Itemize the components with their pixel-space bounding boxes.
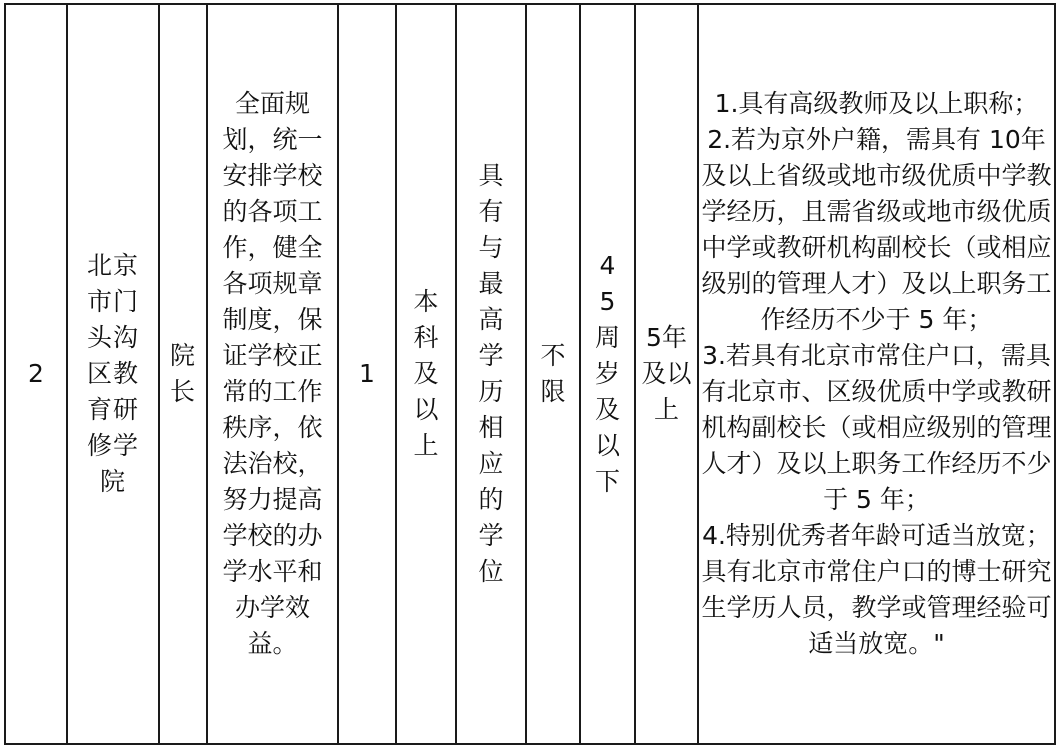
requirement-item: 2.若为京外户籍，需具有 10年及以上省级或地市级优质中学教学经历，且需省级或地市级优质中学或教研机构副校长（或相应级别的管理人才）及以上职务工作经历不少于 5 年； <box>701 125 1052 334</box>
employer-cell <box>67 4 159 744</box>
job-requirements-table <box>4 3 1056 745</box>
headcount-cell <box>338 4 396 744</box>
requirement-item: 1.具有高级教师及以上职称； <box>714 89 1039 118</box>
duties-cell <box>207 4 338 744</box>
position-title: 院长 <box>169 341 196 406</box>
requirement-item: 4.特别优秀者年龄可适当放宽；具有北京市常住户口的博士研究生学历人员，教学或管理经验可适当放宽。" <box>701 521 1052 658</box>
age-cell <box>580 4 635 744</box>
row-index: 2 <box>28 359 44 388</box>
experience-cell <box>635 4 698 744</box>
education-cell <box>396 4 456 744</box>
major-requirement: 不限 <box>540 341 566 406</box>
major-cell <box>526 4 580 744</box>
employer-name: 北京市门头沟区教育研修学院 <box>86 251 139 496</box>
experience-requirement: 5年及以上 <box>641 323 692 424</box>
education-requirement: 本科及以上 <box>413 287 439 460</box>
age-requirement: 45周岁及以下 <box>594 251 620 496</box>
degree-cell <box>456 4 526 744</box>
requirement-item: 3.若具有北京市常住户口，需具有北京市、区级优质中学或教研机构副校长（或相应级别的管理人才）及以上职务工作经历不少于 5 年； <box>701 341 1052 514</box>
headcount-value: 1 <box>359 359 375 388</box>
degree-requirement: 具有与最高学历相应的学位 <box>478 161 504 586</box>
requirements-cell <box>698 4 1055 744</box>
duties-text: 全面规划，统一安排学校的各项工作，健全各项规章制度，保证学校正常的工作秩序，依法治校，努力提高学校的办学水平和办学效益。 <box>222 89 323 658</box>
table-row <box>5 4 1055 744</box>
row-index-cell <box>5 4 67 744</box>
position-cell <box>159 4 207 744</box>
